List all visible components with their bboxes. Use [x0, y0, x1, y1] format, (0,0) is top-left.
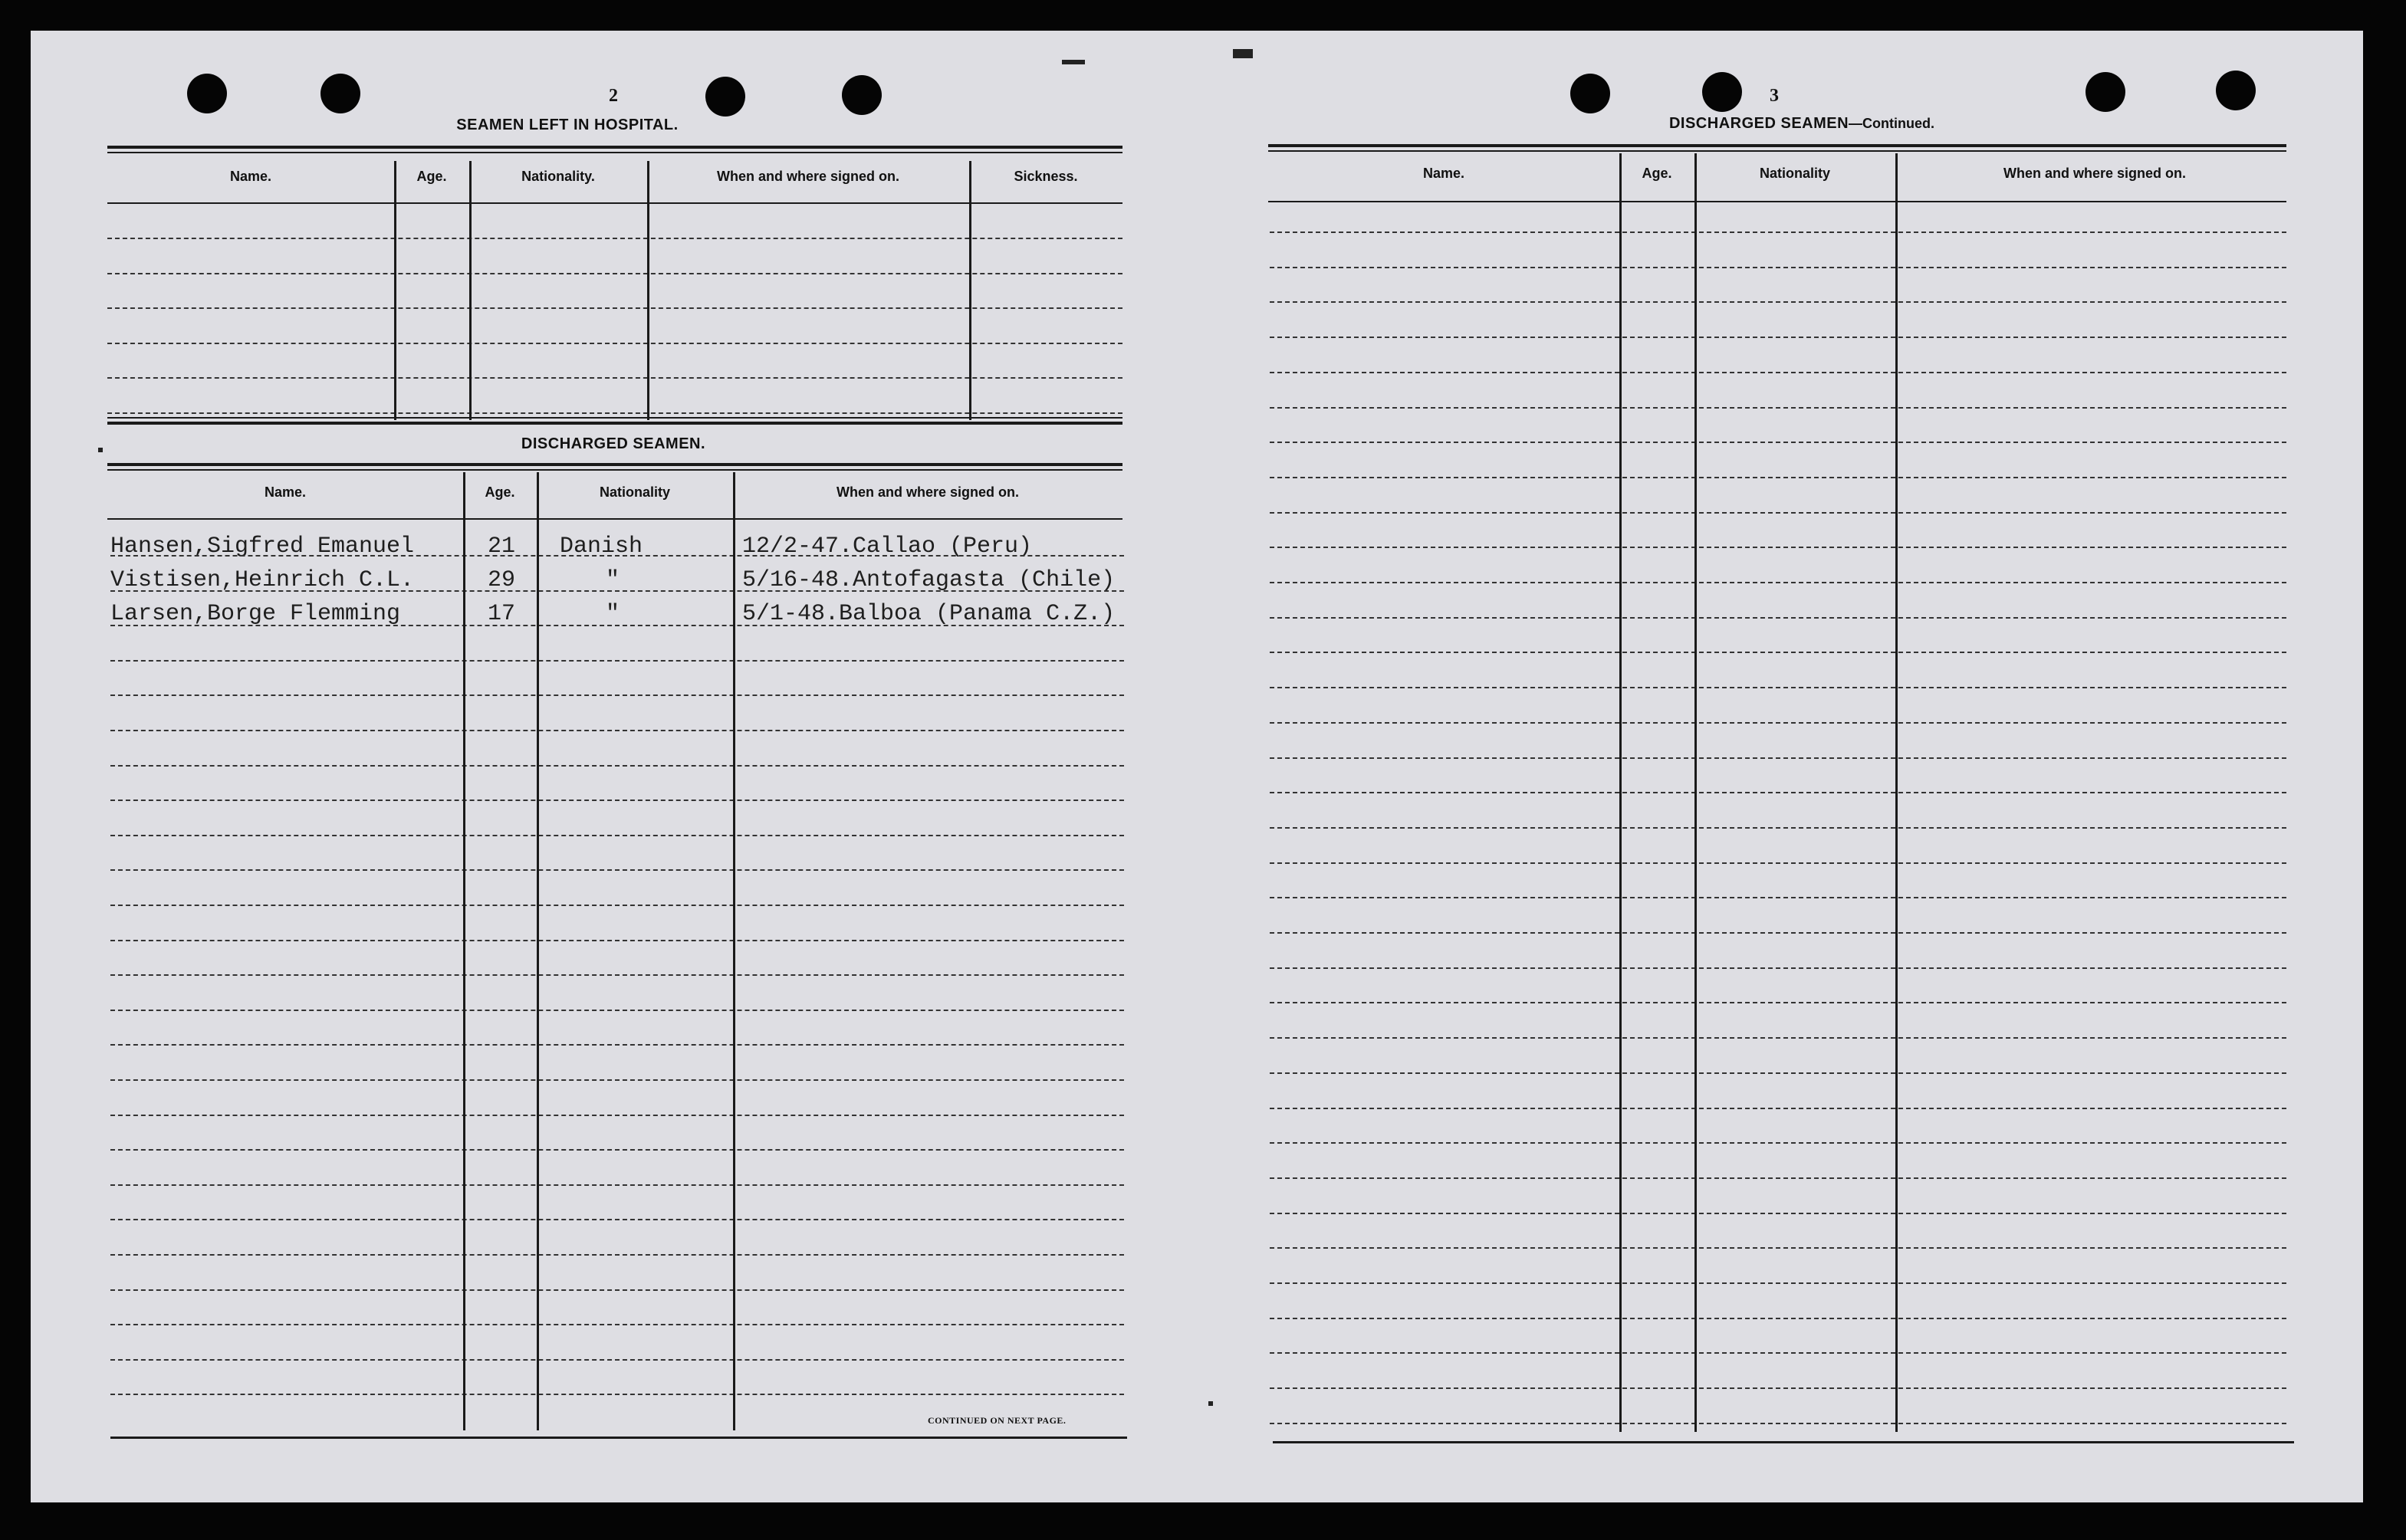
- ruled-line: [110, 869, 1124, 871]
- discharged-col-divider: [733, 472, 735, 1430]
- ruled-line: [1270, 1108, 2286, 1109]
- ruled-line: [1270, 1002, 2286, 1003]
- ruled-line: [1270, 372, 2286, 373]
- right-col-signed-on: When and where signed on.: [2003, 166, 2187, 181]
- ruled-line: [1270, 617, 2286, 619]
- discharged-table-top-rule: [107, 463, 1122, 466]
- ruled-line: [110, 1010, 1124, 1011]
- right-col-nationality: Nationality: [1759, 166, 1830, 181]
- ruled-line: [1270, 442, 2286, 443]
- right-col-name: Name.: [1422, 166, 1465, 181]
- hospital-col-sickness: Sickness.: [1014, 169, 1078, 184]
- hospital-col-signed-on: When and where signed on.: [716, 169, 900, 184]
- ruled-line: [110, 765, 1124, 767]
- ruled-line: [110, 660, 1124, 662]
- hospital-table-bottom-rule: [107, 422, 1122, 425]
- seaman-signed-on: 5/16-48.Antofagasta (Chile): [742, 567, 1116, 593]
- ruled-line: [1270, 512, 2286, 514]
- ruled-line: [1270, 722, 2286, 724]
- page-number: 3: [1770, 86, 1779, 106]
- ink-speck: [1062, 60, 1085, 64]
- ruled-line: [110, 694, 1124, 696]
- seaman-name: Larsen,Borge Flemming: [110, 601, 401, 627]
- ruled-line: [1270, 757, 2286, 759]
- title-text: DISCHARGED SEAMEN: [1668, 115, 1849, 132]
- punch-hole: [2216, 71, 2256, 110]
- ruled-line: [110, 1115, 1124, 1116]
- right-header-rule: [1268, 201, 2286, 202]
- seaman-age: 29: [488, 567, 516, 593]
- seaman-age: 17: [488, 601, 516, 627]
- discharged-continued-title: [1533, 115, 2070, 133]
- hospital-col-nationality: Nationality.: [521, 169, 595, 184]
- right-col-age: Age.: [1642, 166, 1672, 181]
- ruled-line: [1270, 1142, 2286, 1144]
- ruled-line: [110, 1079, 1124, 1081]
- ruled-line: [110, 1184, 1124, 1186]
- seaman-nationality: ": [606, 601, 620, 627]
- ruled-line: [110, 625, 1124, 626]
- ruled-line: [110, 835, 1124, 836]
- discharged-col-name: Name.: [264, 484, 307, 500]
- ruled-line: [110, 1044, 1124, 1046]
- ruled-line: [1270, 407, 2286, 409]
- ruled-line: [1270, 1423, 2286, 1424]
- punch-hole: [842, 75, 882, 115]
- ruled-line: [1270, 547, 2286, 548]
- ruled-line: [110, 1324, 1124, 1325]
- seaman-name: Vistisen,Heinrich C.L.: [110, 567, 415, 593]
- hospital-section-title: SEAMEN LEFT IN HOSPITAL.: [456, 117, 679, 133]
- ruled-line: [1270, 652, 2286, 653]
- hospital-table-top-rule: [107, 152, 1122, 153]
- ruled-line: [110, 1149, 1124, 1151]
- discharged-table-bottom-rule: [110, 1437, 1127, 1439]
- ruled-line: [110, 1394, 1124, 1395]
- punch-hole: [2086, 72, 2125, 112]
- ink-speck: [1233, 49, 1253, 58]
- ruled-line: [1270, 862, 2286, 864]
- ruled-line: [110, 730, 1124, 731]
- ruled-line: [1270, 1387, 2286, 1389]
- right-table-top-rule: [1268, 150, 2286, 152]
- seaman-nationality: Danish: [560, 534, 643, 560]
- ink-speck: [1208, 1401, 1213, 1406]
- page-number: 2: [609, 86, 618, 106]
- punch-hole: [705, 77, 745, 117]
- ruled-line: [1270, 827, 2286, 829]
- hospital-table-bottom-rule: [107, 417, 1122, 419]
- ruled-line: [110, 590, 1124, 592]
- ruled-line: [110, 555, 1124, 557]
- ruled-line: [1270, 1282, 2286, 1284]
- hospital-col-divider: [469, 161, 472, 420]
- hospital-col-divider: [969, 161, 971, 420]
- ruled-line: [1270, 1213, 2286, 1214]
- discharged-col-divider: [537, 472, 539, 1430]
- right-table-bottom-rule: [1273, 1441, 2294, 1443]
- ruled-line: [110, 974, 1124, 976]
- discharged-col-signed-on: When and where signed on.: [836, 484, 1020, 500]
- seaman-name: Hansen,Sigfred Emanuel: [110, 534, 415, 560]
- ruled-line: [1270, 1177, 2286, 1179]
- seaman-nationality: ": [606, 567, 620, 593]
- seaman-age: 21: [488, 534, 516, 560]
- ruled-line: [110, 905, 1124, 906]
- discharged-section-title: DISCHARGED SEAMEN.: [521, 435, 706, 452]
- punch-hole: [1570, 74, 1610, 113]
- title-suffix: —Continued.: [1849, 116, 1935, 131]
- ruled-line: [1270, 477, 2286, 478]
- hospital-col-divider: [647, 161, 649, 420]
- ruled-line: [1270, 1247, 2286, 1249]
- ruled-line: [110, 1219, 1124, 1220]
- ruled-line: [1270, 687, 2286, 688]
- ruled-line: [1270, 1318, 2286, 1319]
- ink-speck: [98, 448, 103, 452]
- right-col-divider: [1895, 153, 1898, 1432]
- ruled-line: [110, 800, 1124, 801]
- ruled-line: [1270, 1072, 2286, 1074]
- hospital-col-age: Age.: [416, 169, 447, 184]
- ruled-line: [110, 1289, 1124, 1291]
- ruled-line: [1270, 582, 2286, 583]
- ruled-line: [1270, 231, 2286, 233]
- discharged-table-top-rule: [107, 469, 1122, 471]
- hospital-table-top-rule: [107, 146, 1122, 149]
- punch-hole: [1702, 72, 1742, 112]
- ruled-line: [1270, 337, 2286, 338]
- seaman-signed-on: 5/1-48.Balboa (Panama C.Z.): [742, 601, 1116, 627]
- discharged-col-age: Age.: [485, 484, 515, 500]
- right-col-divider: [1694, 153, 1697, 1432]
- ruled-line: [1270, 1037, 2286, 1039]
- ruled-line: [1270, 897, 2286, 898]
- hospital-col-name: Name.: [229, 169, 272, 184]
- seaman-signed-on: 12/2-47.Callao (Peru): [742, 534, 1033, 560]
- ruled-line: [1270, 267, 2286, 268]
- hospital-col-divider: [394, 161, 396, 420]
- ruled-line: [1270, 932, 2286, 934]
- ruled-line: [1270, 792, 2286, 793]
- document-spread: [31, 31, 2363, 1502]
- ruled-line: [110, 1359, 1124, 1361]
- right-col-divider: [1619, 153, 1622, 1432]
- discharged-header-rule: [107, 518, 1122, 520]
- ruled-line: [1270, 301, 2286, 303]
- punch-hole: [187, 74, 227, 113]
- ruled-line: [110, 940, 1124, 941]
- punch-hole: [320, 74, 360, 113]
- right-table-top-rule: [1268, 144, 2286, 147]
- discharged-col-divider: [463, 472, 465, 1430]
- continued-note: CONTINUED ON NEXT PAGE.: [928, 1415, 1067, 1426]
- discharged-col-nationality: Nationality: [599, 484, 670, 500]
- ruled-line: [1270, 1352, 2286, 1354]
- ruled-line: [1270, 967, 2286, 969]
- ruled-line: [110, 1254, 1124, 1256]
